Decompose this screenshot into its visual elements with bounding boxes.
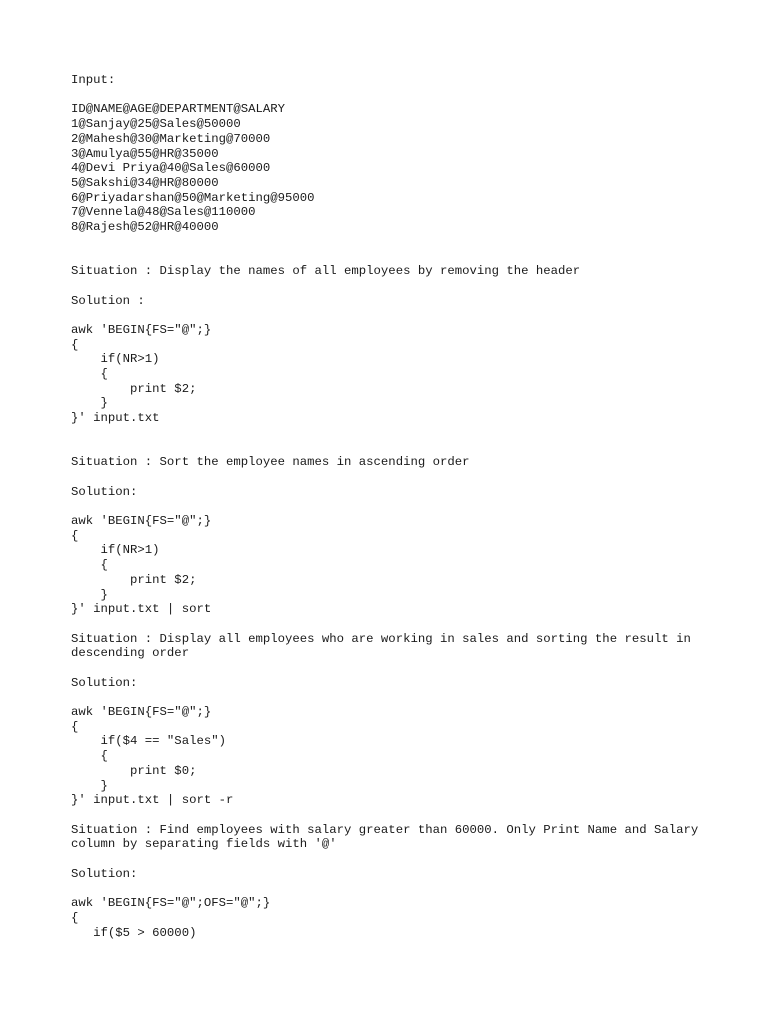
solution-label: Solution: [71,484,138,499]
document-page [71,73,711,940]
code-line: print $2; [71,381,197,396]
input-line: 3@Amulya@55@HR@35000 [71,146,219,161]
code-line: }' input.txt | sort [71,602,212,617]
input-line: 2@Mahesh@30@Marketing@70000 [71,131,271,146]
code-line: { [71,367,108,381]
situation-text: Situation : Sort the employee names in ascending order [71,455,470,470]
code-line: }' input.txt | sort -r [71,793,234,808]
code-line: { [71,749,108,764]
input-line: 1@Sanjay@25@Sales@50000 [71,117,241,132]
code-line: { [71,337,79,352]
input-line: ID@NAME@AGE@DEPARTMENT@SALARY [71,102,286,117]
code-line: { [71,719,79,734]
code-line: { [71,558,108,573]
code-line: print $2; [71,572,197,587]
code-line: if($4 == "Sales") [71,734,226,749]
code-line: print $0; [71,763,197,778]
solution-label: Solution: [71,866,138,881]
solution-label: Solution : [71,293,145,308]
code-line: awk 'BEGIN{FS="@";} [71,513,212,528]
situation-text: Situation : Find employees with salary greater than 60000. Only Print Name and Salary column by separating fields with '@' [71,822,706,852]
code-line: }' input.txt [71,411,160,426]
code-line: if($5 > 60000) [71,925,197,940]
input-line: 8@Rajesh@52@HR@40000 [71,220,219,235]
input-line: 7@Vennela@48@Sales@110000 [71,205,256,220]
code-line: } [71,587,108,602]
code-line: if(NR>1) [71,352,160,367]
input-line: 6@Priyadarshan@50@Marketing@95000 [71,190,315,205]
code-line: awk 'BEGIN{FS="@";} [71,705,212,720]
code-line: if(NR>1) [71,543,160,558]
code-line: awk 'BEGIN{FS="@";} [71,322,212,337]
code-line: } [71,778,108,793]
situation-text: Situation : Display all employees who are working in sales and sorting the result in descending order [71,631,699,661]
input-heading: Input: [71,73,116,87]
input-line: 5@Sakshi@34@HR@80000 [71,175,219,190]
code-line: { [71,528,79,543]
code-line: awk 'BEGIN{FS="@";OFS="@";} [71,896,271,911]
code-line: { [71,910,79,925]
solution-label: Solution: [71,675,138,690]
input-line: 4@Devi Priya@40@Sales@60000 [71,161,271,176]
code-line: } [71,396,108,411]
situation-text: Situation : Display the names of all employees by removing the header [71,264,581,279]
